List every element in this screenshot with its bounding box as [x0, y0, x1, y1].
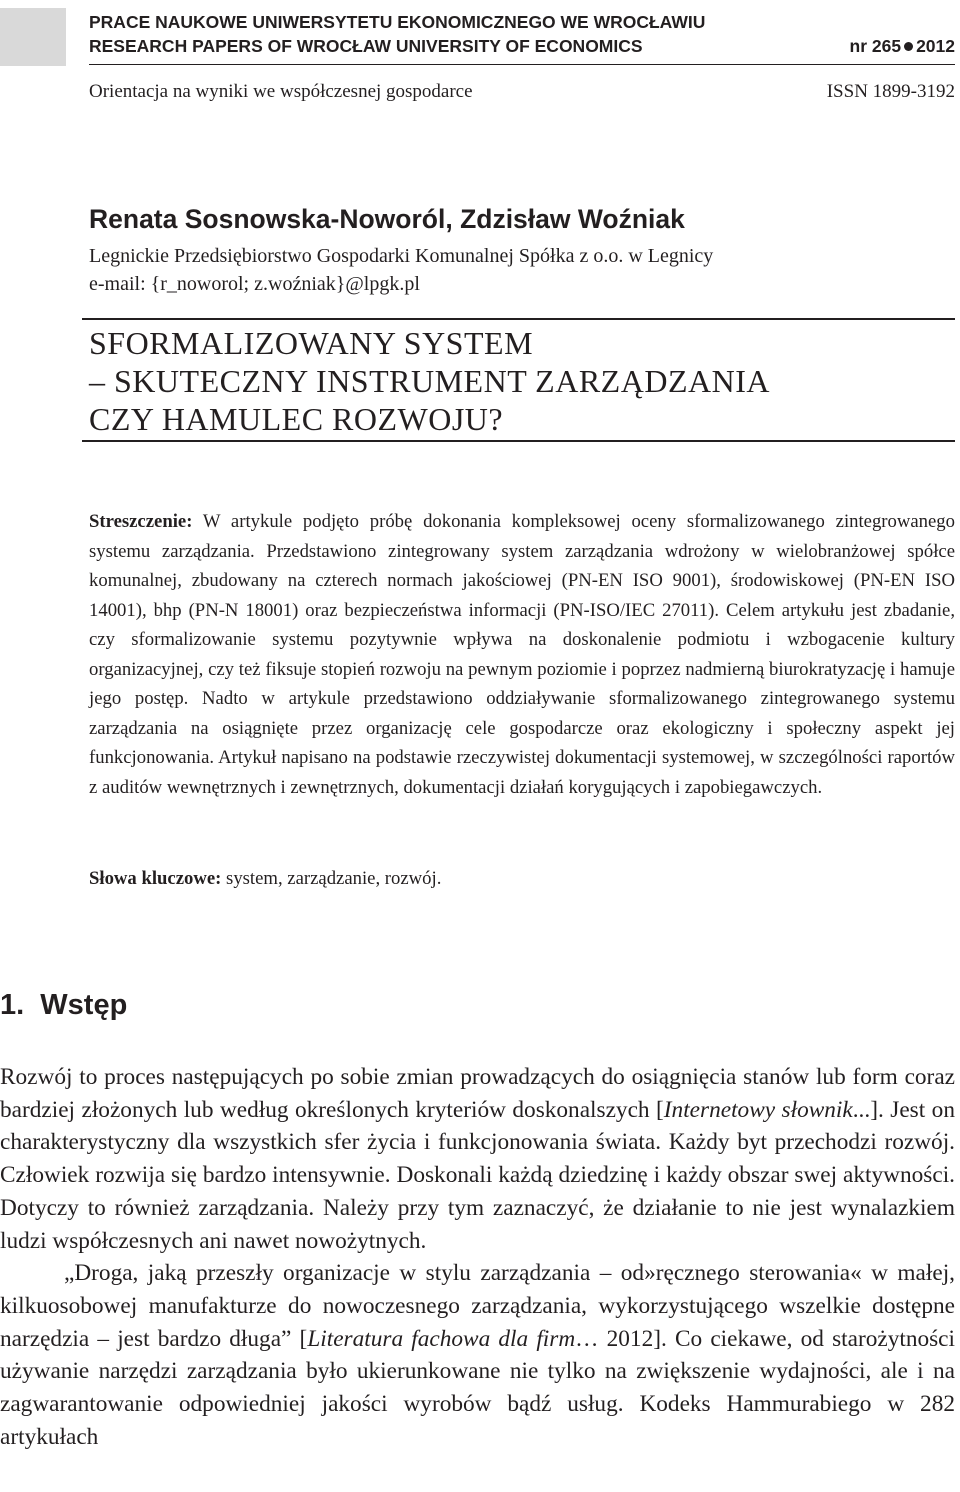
gray-corner-block [0, 8, 66, 66]
title-line-2: – SKUTECZNY INSTRUMENT ZARZĄDZANIA [89, 363, 770, 399]
paragraph-1-part-a: Rozwój to proces następujących po sobie zmian prowadzących do osiągnięcia stanów lub form coraz bardziej złożonych lub według określonych kryteriów doskonalszych [ [0, 1064, 955, 1123]
abstract-label: Streszczenie: [89, 511, 193, 532]
title-rule-top [82, 318, 955, 320]
title-line-3: CZY HAMULEC ROZWOJU? [89, 401, 504, 437]
issn: ISSN 1899-3192 [826, 81, 955, 102]
author-email: e-mail: {r_noworol; z.woźniak}@lpgk.pl [89, 273, 420, 295]
bullet-icon [904, 42, 913, 51]
citation-2: Literatura fachowa dla firm [307, 1325, 576, 1352]
series-name: Orientacja na wyniki we współczesnej gospodarce [89, 81, 473, 102]
paragraph-1-part-b: ...]. Jest on charakterystyczny dla wszystkich sfer życia i funkcjonowania świata. Każdy byt przechodzi rozwój. Człowiek rozwija się bardzo intensywnie. Doskonali każdą dziedzinę i każdy obszar swej aktywności. Dotyczy to również zarządzania. Należy przy tym zaznaczyć, że działanie to nie jest wynalazkiem ludzi współczesnych ani nawet nowożytnych. [0, 1096, 955, 1254]
section-heading: 1. Wstęp [0, 989, 128, 1021]
paragraph-2 [0, 1257, 955, 1453]
header-divider [89, 64, 955, 65]
journal-title-pl [89, 11, 955, 33]
paragraph-1 [0, 1061, 955, 1257]
issue-year: 2012 [916, 36, 955, 56]
body-text [0, 1061, 955, 1453]
article-title [89, 324, 955, 438]
series-line [89, 80, 955, 104]
keywords-text: system, zarządzanie, rozwój. [226, 868, 442, 889]
keywords-label: Słowa kluczowe: [89, 868, 222, 889]
citation-1: Internetowy słownik [663, 1096, 853, 1123]
title-rule-bottom [82, 440, 955, 442]
journal-title-en [89, 35, 955, 57]
abstract [89, 507, 955, 802]
journal-title-pl-text: PRACE NAUKOWE UNIWERSYTETU EKONOMICZNEGO WE WROCŁAWIU [89, 12, 706, 32]
issue-number: nr 265 [849, 36, 902, 56]
abstract-text: W artykule podjęto próbę dokonania kompleksowej oceny sformalizowanego zintegrowanego systemu zarządzania. Przedstawiono zintegrowany system zarządzania wdrożony w wielobranżowej spółce komunalnej, zbudowany na czterech normach jakościowej (PN-EN ISO 9001), środowiskowej (PN-EN ISO 14001), bhp (PN-N 18001) oraz bezpieczeństwa informacji (PN-ISO/IEC 27011). Celem artykułu jest zbadanie, czy sformalizowanie systemu pozytywnie wpływa na doskonalenie podmiotu i wzbogacenie kultury organizacyjnej, czy też fiksuje stopień rozwoju na pewnym poziomie i poprzez nadmierną biurokratyzację i hamuje jego postęp. Nadto w artykule przedstawiono oddziaływanie sformalizowanego zintegrowanego systemu zarządzania na osiągnięte przez organizację cele gospodarcze oraz ekologiczny i społeczny aspekt jej funkcjonowania. Artykuł napisano na podstawie rzeczywistej dokumentacji systemowej, w szczególności raportów z auditów wewnętrznych i zewnętrznych, dokumentacji działań korygujących i zapobiegawczych. [89, 511, 955, 798]
authors: Renata Sosnowska-Noworól, Zdzisław Woźniak [89, 204, 685, 234]
keywords [89, 864, 955, 893]
issue-info [850, 35, 956, 57]
journal-title-en-text: RESEARCH PAPERS OF WROCŁAW UNIVERSITY OF ECONOMICS [89, 36, 643, 56]
paragraph-2-part-b: … 2012]. Co ciekawe, od starożytności używanie narzędzi zarządzania było ukierunkowane nie tylko na zwiększenie wydajności, ale i na zagwarantowanie odpowiedniej jakości wyrobów bądź usług. Kodeks Hammurabiego w 282 artykułach [0, 1325, 955, 1450]
paragraph-2-part-a: „Droga, jaką przeszły organizacje w stylu zarządzania – od»ręcznego sterowania« w małej, kilkuosobowej manufakturze do nowoczesnego zarządzania, wykorzystującego wszelkie dostępne narzędzia – jest bardzo długa” [ [0, 1260, 955, 1352]
title-line-1: SFORMALIZOWANY SYSTEM [89, 325, 534, 361]
affiliation: Legnickie Przedsiębiorstwo Gospodarki Komunalnej Spółka z o.o. w Legnicy [89, 245, 714, 267]
